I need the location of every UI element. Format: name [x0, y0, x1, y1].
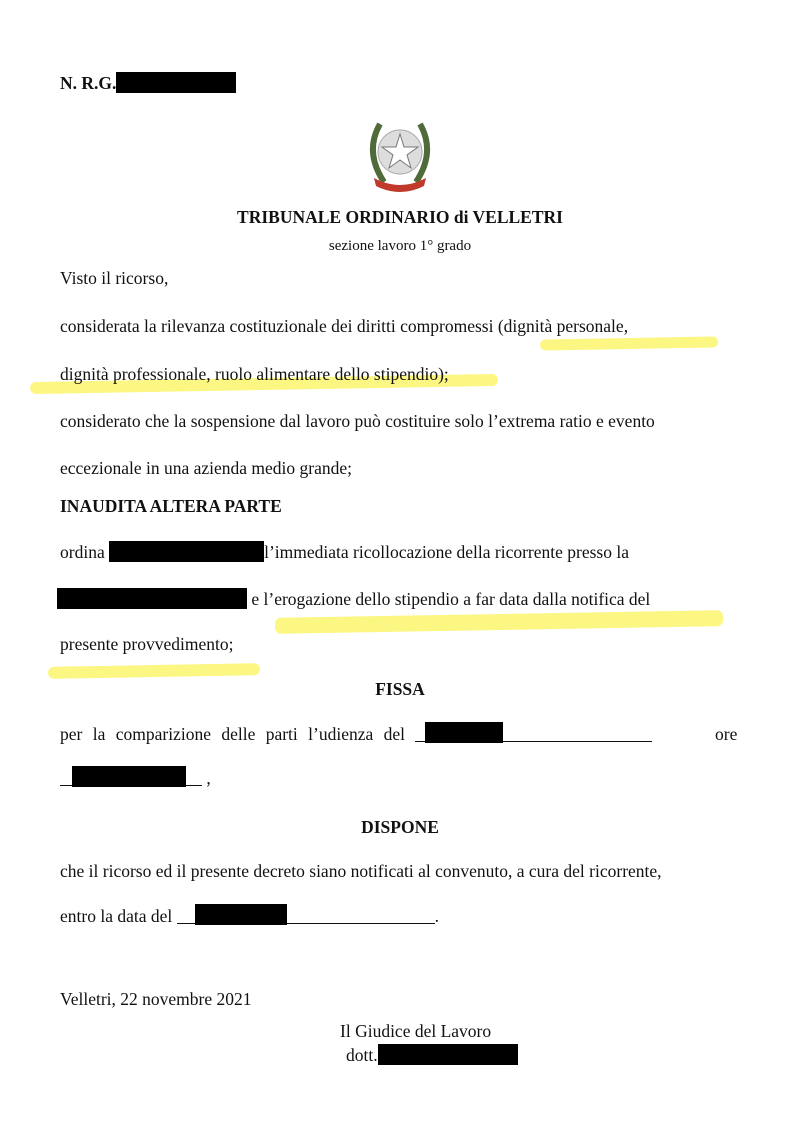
paragraph	[60, 768, 211, 789]
court-section: sezione lavoro 1° grado	[328, 238, 472, 254]
paragraph: considerata la rilevanza costituzionale dei diritti compromessi (dignità personale,	[60, 316, 629, 336]
redaction	[378, 1044, 518, 1065]
paragraph: dignità professionale, ruolo alimentare dello stipendio);	[60, 364, 449, 384]
republic-emblem-icon	[358, 112, 442, 196]
paragraph: eccezionale in una azienda medio grande;	[60, 458, 352, 478]
redaction	[109, 541, 264, 562]
heading-inaudita: INAUDITA ALTERA PARTE	[60, 496, 282, 516]
redaction	[72, 766, 186, 787]
highlight	[540, 336, 718, 350]
text: per la comparizione delle parti l’udienza del	[60, 724, 406, 744]
redaction	[116, 72, 236, 93]
redaction	[195, 904, 287, 925]
paragraph	[57, 588, 650, 610]
text: entro la data del	[60, 906, 173, 926]
text: ordina	[60, 542, 105, 562]
highlight	[275, 610, 723, 634]
redaction	[57, 588, 247, 609]
case-number	[60, 72, 236, 94]
heading-dispone: DISPONE	[361, 817, 439, 837]
judge-name	[346, 1044, 518, 1066]
text: dott.	[346, 1045, 378, 1065]
time-blank	[60, 769, 202, 786]
paragraph	[60, 906, 439, 927]
text: l’immediata ricollocazione della ricorrente presso la	[264, 542, 629, 562]
paragraph: presente provvedimento;	[60, 634, 234, 654]
nrg-label: N. R.G.	[60, 73, 117, 93]
redaction	[425, 722, 503, 743]
text: ,	[206, 768, 211, 788]
paragraph: che il ricorso ed il presente decreto siano notificati al convenuto, a cura del ricorrente,	[60, 861, 662, 881]
place-date: Velletri, 22 novembre 2021	[60, 989, 252, 1009]
highlight	[48, 663, 260, 679]
text: e l’erogazione dello stipendio a far data dalla notifica del	[251, 589, 651, 609]
paragraph	[60, 724, 652, 745]
date-blank	[415, 725, 652, 742]
heading-fissa: FISSA	[375, 679, 425, 699]
paragraph	[60, 541, 629, 563]
paragraph: considerato che la sospensione dal lavoro può costituire solo l’extrema ratio e evento	[60, 411, 655, 431]
judge-title: Il Giudice del Lavoro	[340, 1021, 492, 1041]
text: .	[434, 906, 439, 926]
deadline-blank	[177, 907, 435, 924]
paragraph: Visto il ricorso,	[60, 268, 169, 288]
text: ore	[715, 724, 738, 744]
court-title: TRIBUNALE ORDINARIO di VELLETRI	[237, 207, 563, 227]
